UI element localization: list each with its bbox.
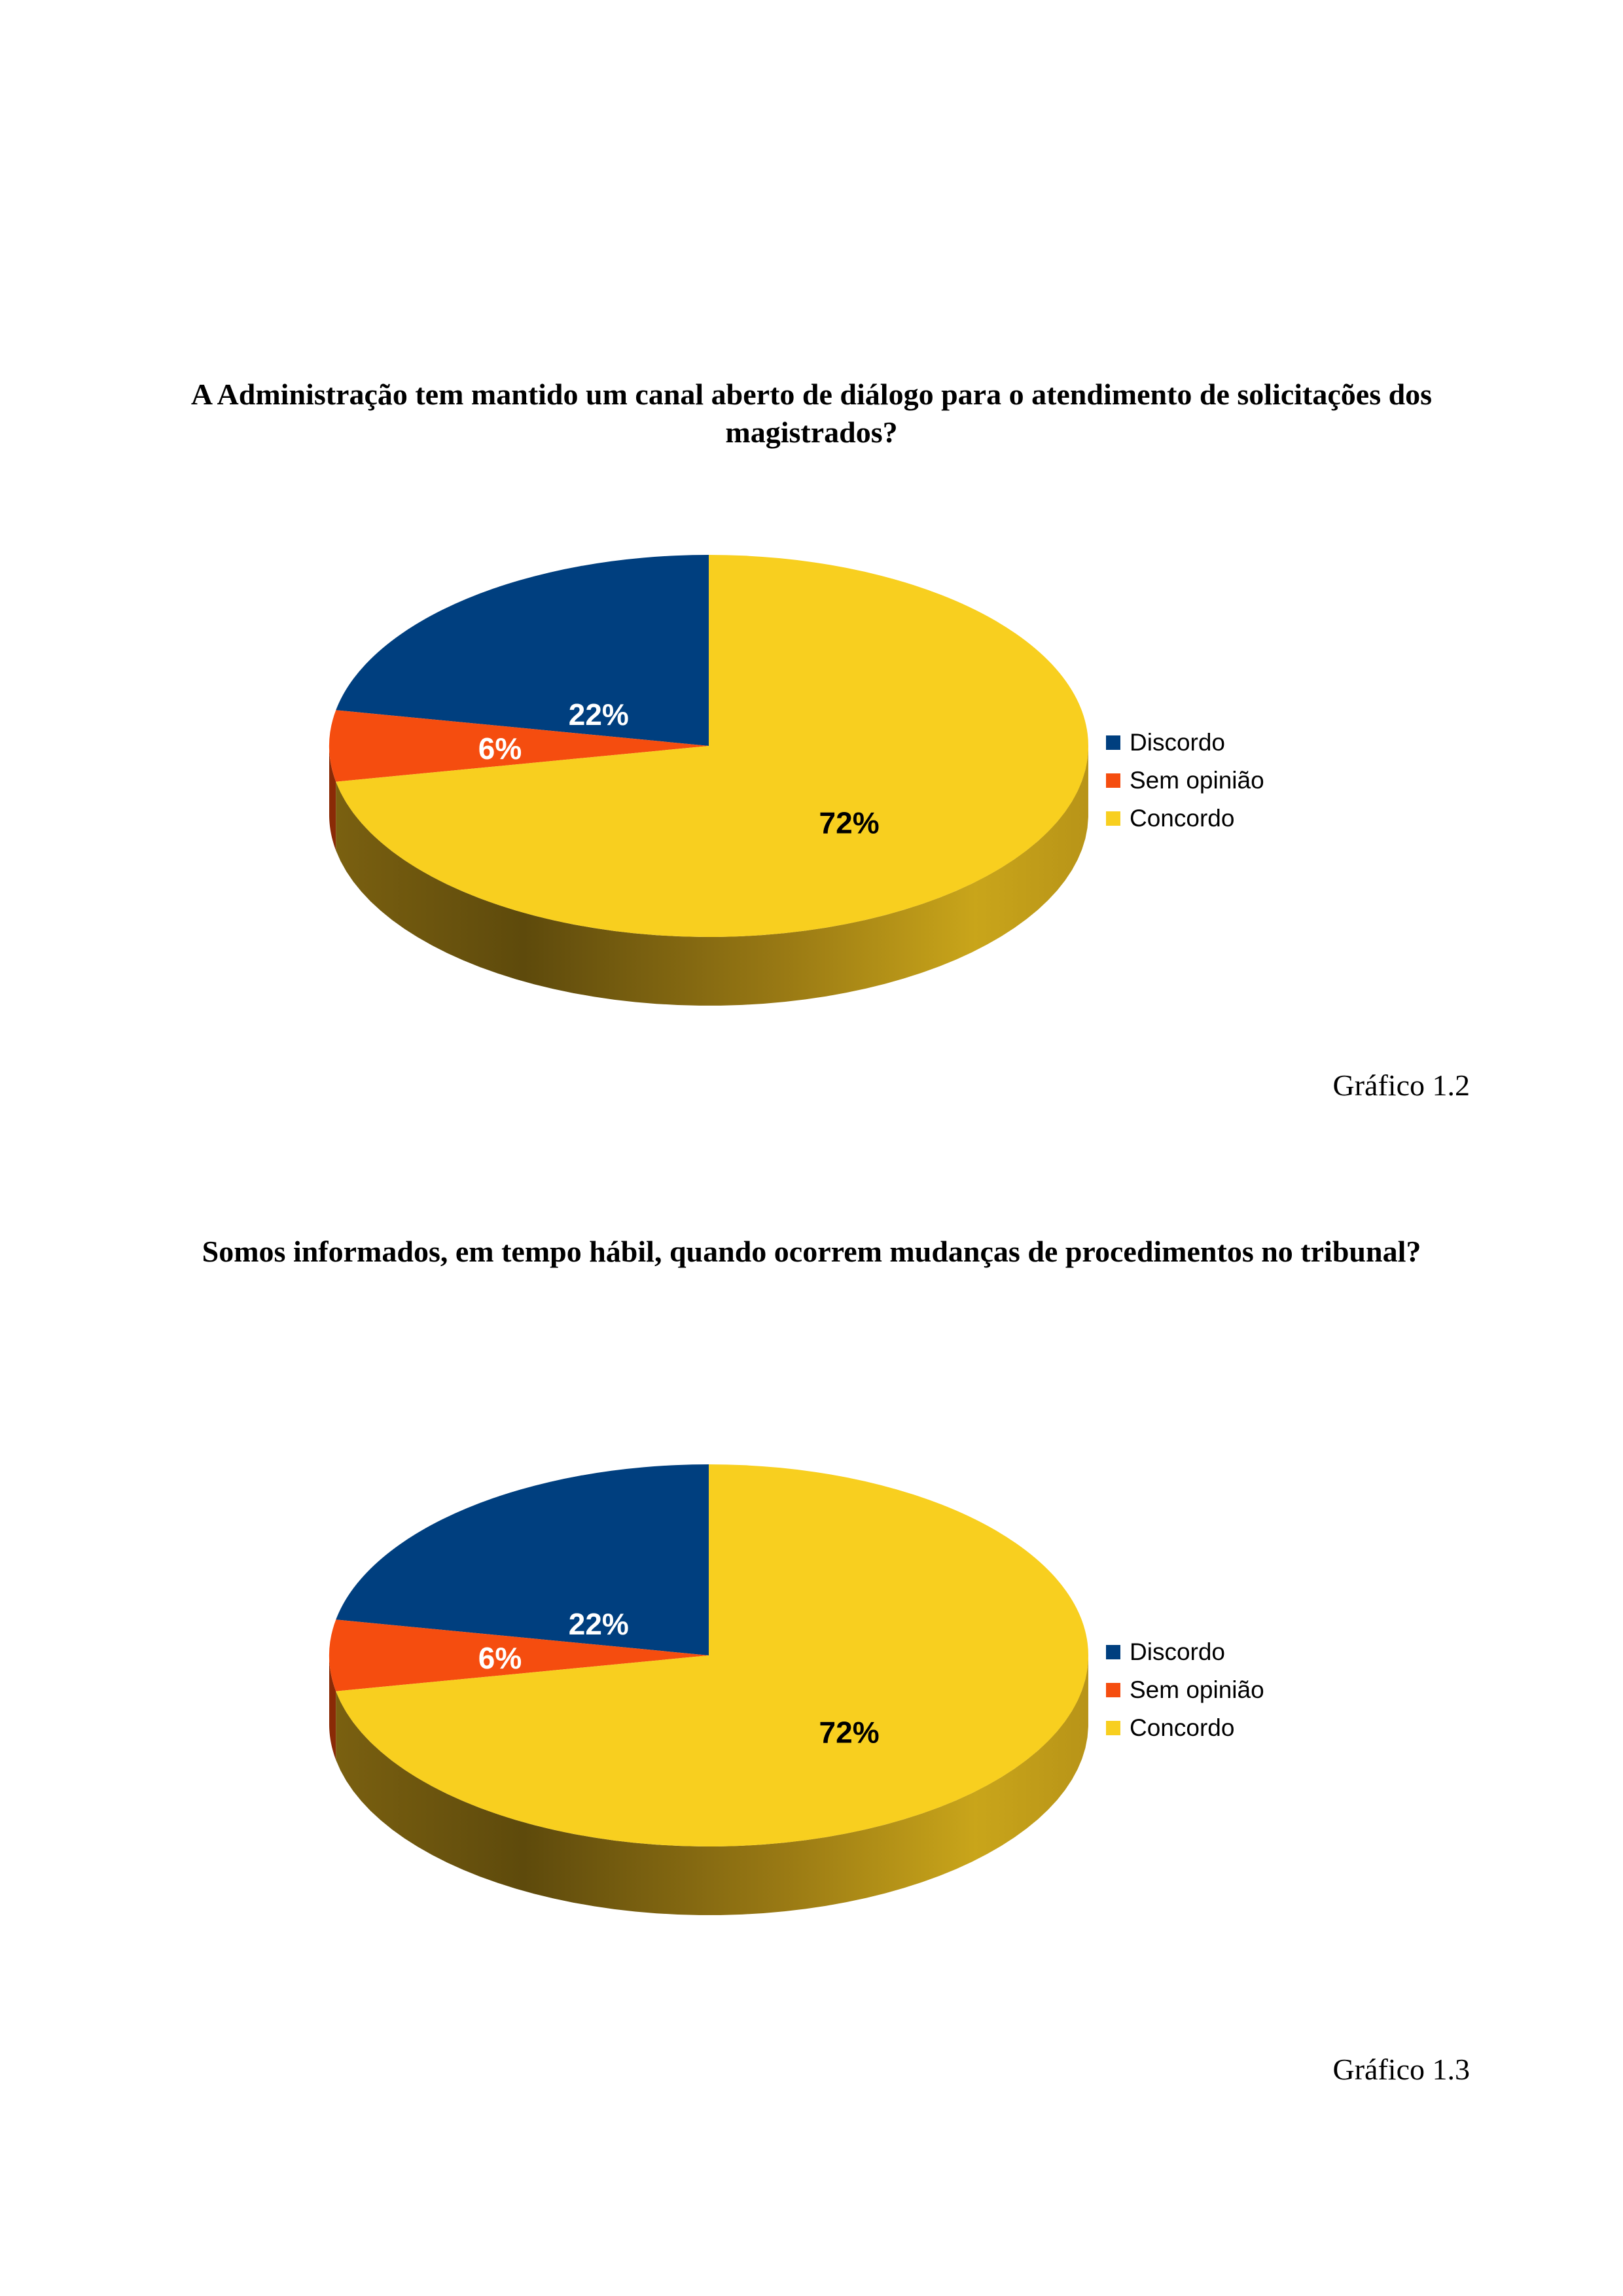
legend-item-discordo bbox=[1106, 724, 1264, 762]
data-label-concordo: 72% bbox=[819, 1715, 880, 1750]
legend-item-concordo bbox=[1106, 800, 1264, 838]
chart-block-1 bbox=[0, 0, 1623, 1145]
legend-swatch bbox=[1106, 811, 1120, 826]
pie-chart-2 bbox=[0, 1145, 1623, 2296]
legend-item-sem-opiniao bbox=[1106, 762, 1264, 800]
data-label-sem-opinião: 6% bbox=[478, 1641, 522, 1675]
legend-swatch bbox=[1106, 1683, 1120, 1697]
data-label-sem-opinião: 6% bbox=[478, 732, 522, 766]
figure-caption: Gráfico 1.3 bbox=[1332, 2053, 1470, 2086]
chart-legend bbox=[1106, 1633, 1264, 1747]
legend-label: Sem opinião bbox=[1130, 1676, 1264, 1703]
figure-caption: Gráfico 1.2 bbox=[1332, 1069, 1470, 1102]
chart-title: A Administração tem mantido um canal aberto de diálogo para o atendimento de solicitações dos magistrados? bbox=[190, 378, 1433, 449]
legend-item-discordo bbox=[1106, 1633, 1264, 1671]
legend-swatch bbox=[1106, 1721, 1120, 1735]
pie-chart-1 bbox=[0, 0, 1623, 1145]
legend-label: Sem opinião bbox=[1130, 767, 1264, 794]
legend-swatch bbox=[1106, 1645, 1120, 1659]
data-label-concordo: 72% bbox=[819, 805, 880, 840]
legend-swatch bbox=[1106, 773, 1120, 788]
legend-swatch bbox=[1106, 735, 1120, 750]
legend-label: Concordo bbox=[1130, 1714, 1235, 1741]
legend-label: Discordo bbox=[1130, 1638, 1225, 1665]
legend-item-concordo bbox=[1106, 1709, 1264, 1747]
chart-block-2 bbox=[0, 1145, 1623, 2296]
legend-label: Concordo bbox=[1130, 805, 1235, 832]
data-label-discordo: 22% bbox=[568, 697, 629, 732]
chart-legend bbox=[1106, 724, 1264, 838]
chart-title: Somos informados, em tempo hábil, quando ocorrem mudanças de procedimentos no tribunal? bbox=[202, 1235, 1421, 1268]
legend-item-sem-opiniao bbox=[1106, 1671, 1264, 1709]
legend-label: Discordo bbox=[1130, 729, 1225, 756]
data-label-discordo: 22% bbox=[568, 1606, 629, 1641]
